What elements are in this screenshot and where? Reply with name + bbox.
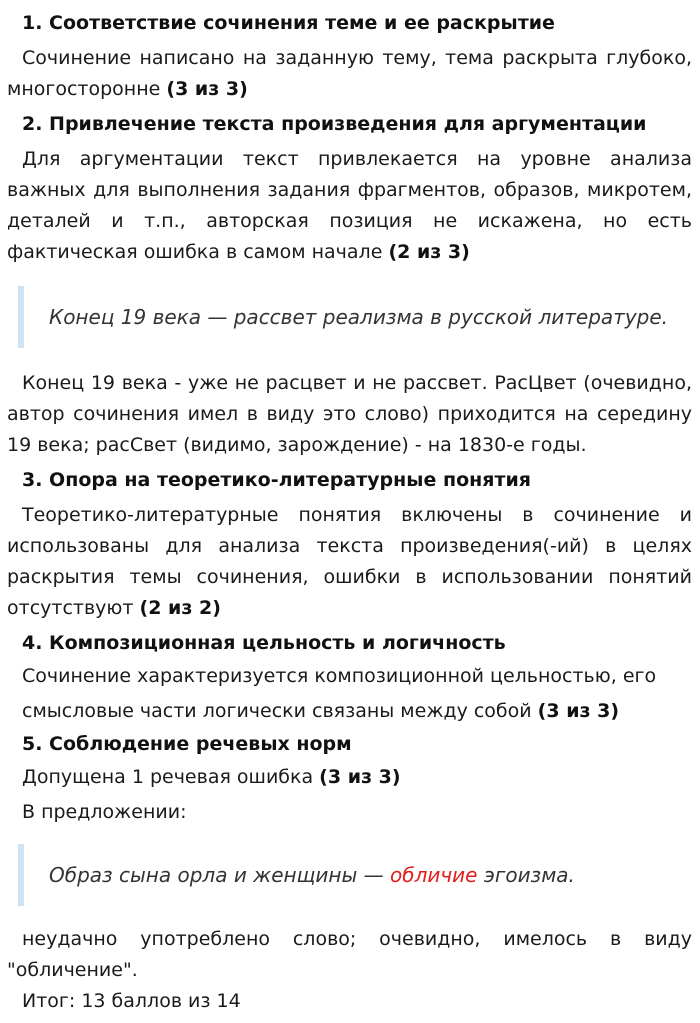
section-5-score: (3 из 3) — [319, 766, 401, 788]
section-5-quote — [18, 844, 700, 906]
section-4-text — [0, 659, 700, 729]
section-2-quote-text: Конец 19 века — рассвет реализма в русской литературе. — [49, 305, 669, 329]
section-1-text — [0, 43, 700, 105]
section-5-quote-after: эгоизма. — [477, 863, 575, 887]
section-2-score: (2 из 3) — [388, 241, 470, 263]
section-3-score: (2 из 2) — [139, 597, 221, 619]
section-5-quote-error-word: обличие — [390, 863, 478, 887]
section-5-comment: неудачно употреблено слово; очевидно, имелось в виду "обличение". — [7, 928, 692, 981]
section-2-body: Для аргументации текст привлекается на уровне анализа важных для выполнения задания фрагментов, образов, микротем, деталей и т.п., авторская позиция не искажена, но есть фактическая ошибка в самом начале — [7, 148, 692, 263]
section-1-body: Сочинение написано на заданную тему, тема раскрыта глубоко, многосторонне — [7, 47, 692, 100]
section-1-heading: 1. Соответствие сочинения теме и ее раскрытие — [22, 12, 555, 34]
section-3-body: Теоретико-литературные понятия включены в сочинение и использованы для анализа текста произведения(-ий) в целях раскрытия темы сочинения, ошибки в использовании понятий отсутствуют — [7, 504, 692, 619]
section-3-text — [0, 500, 700, 624]
section-3-heading: 3. Опора на теоретико-литературные понятия — [22, 469, 531, 491]
section-4-body: Сочинение характеризуется композиционной цельностью, его смысловые части логически связаны между собой — [22, 665, 657, 722]
section-4-score: (3 из 3) — [537, 700, 620, 722]
section-4-heading: 4. Композиционная цельность и логичность — [22, 632, 506, 654]
section-2-text — [0, 144, 700, 268]
section-5-lead: В предложении: — [22, 801, 187, 823]
section-5-heading: 5. Соблюдение речевых норм — [22, 733, 352, 755]
section-2-comment: Конец 19 века - уже не расцвет и не рассвет. РасЦвет (очевидно, автор сочинения имел в виду это слово) приходится на середину 19 века; расСвет (видимо, зарождение) - на 1830-е годы. — [7, 372, 692, 456]
section-2-quote — [18, 286, 700, 348]
section-5-text — [0, 760, 700, 795]
section-2-heading: 2. Привлечение текста произведения для аргументации — [22, 113, 647, 135]
section-5-quote-before: Образ сына орла и женщины — — [49, 863, 390, 887]
section-5-body: Допущена 1 речевая ошибка — [22, 766, 314, 788]
total-score: Итог: 13 баллов из 14 — [22, 990, 241, 1012]
section-1-score: (3 из 3) — [166, 78, 248, 100]
